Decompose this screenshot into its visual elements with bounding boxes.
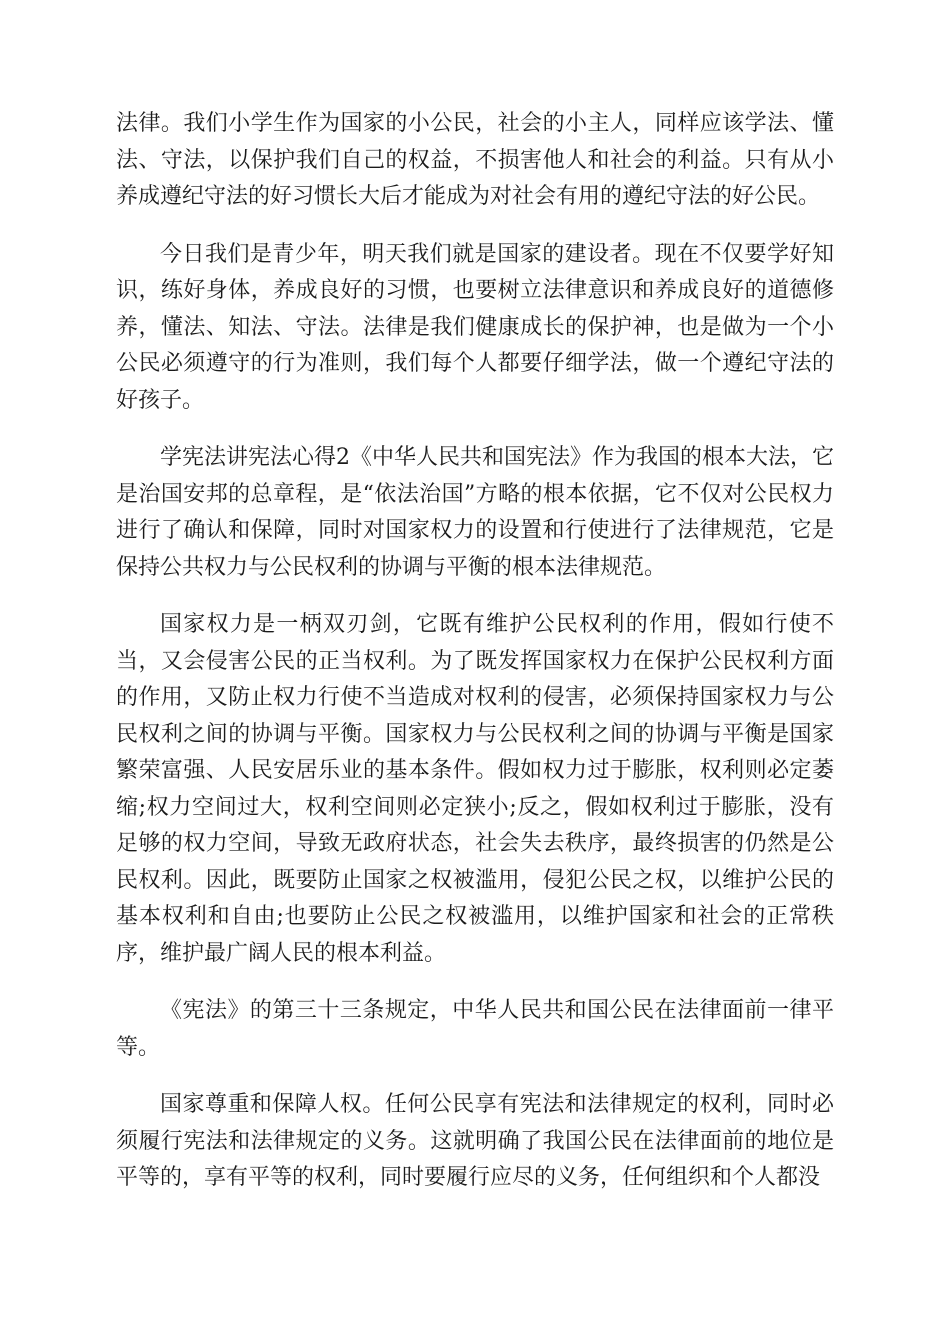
paragraph-6: 国家尊重和保障人权。任何公民享有宪法和法律规定的权利，同时必须履行宪法和法律规定的义务。这就明确了我国公民在法律面前的地位是平等的，享有平等的权利，同时要履行应尽的义务，任何组织和个人都没	[116, 1092, 834, 1190]
paragraph-5: 《宪法》的第三十三条规定，中华人民共和国公民在法律面前一律平等。	[116, 998, 834, 1060]
paragraph-2: 今日我们是青少年，明天我们就是国家的建设者。现在不仅要学好知识，练好身体，养成良好的习惯，也要树立法律意识和养成良好的道德修养，懂法、知法、守法。法律是我们健康成长的保护神，也是做为一个小公民必须遵守的行为准则，我们每个人都要仔细学法，做一个遵纪守法的好孩子。	[116, 241, 834, 413]
paragraph-4: 国家权力是一柄双刃剑，它既有维护公民权利的作用，假如行使不当，又会侵害公民的正当权利。为了既发挥国家权力在保护公民权利方面的作用，又防止权力行使不当造成对权利的侵害，必须保持国家权力与公民权利之间的协调与平衡。国家权力与公民权利之间的协调与平衡是国家繁荣富强、人民安居乐业的基本条件。假如权力过于膨胀，权利则必定萎缩;权力空间过大，权利空间则必定狭小;反之，假如权利过于膨胀，没有足够的权力空间，导致无政府状态，社会失去秩序，最终损害的仍然是公民权利。因此，既要防止国家之权被滥用，侵犯公民之权，以维护公民的基本权利和自由;也要防止公民之权被滥用，以维护国家和社会的正常秩序，维护最广阔人民的根本利益。	[116, 612, 834, 966]
paragraph-3: 学宪法讲宪法心得2《中华人民共和国宪法》作为我国的根本大法，它是治国安邦的总章程，是“依法治国”方略的根本依据，它不仅对公民权力进行了确认和保障，同时对国家权力的设置和行使进行了法律规范，它是保持公共权力与公民权利的协调与平衡的根本法律规范。	[116, 445, 834, 580]
paragraph-1: 法律。我们小学生作为国家的小公民，社会的小主人，同样应该学法、懂法、守法，以保护我们自己的权益，不损害他人和社会的利益。只有从小养成遵纪守法的好习惯长大后才能成为对社会有用的遵纪守法的好公民。	[116, 111, 834, 209]
document-body	[116, 106, 834, 1218]
